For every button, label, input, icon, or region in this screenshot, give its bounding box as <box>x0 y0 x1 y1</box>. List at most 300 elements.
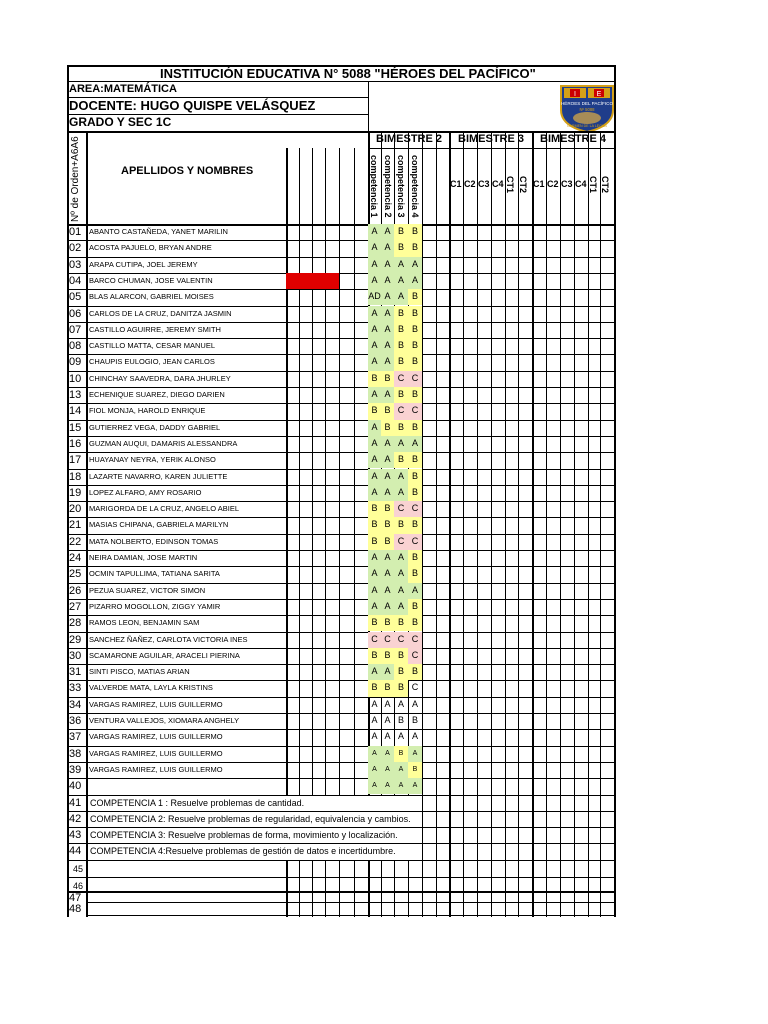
student-name: BARCO CHUMAN, JOSE VALENTIN <box>89 275 213 285</box>
grade-cell: C <box>368 632 381 648</box>
grade-cell: A <box>381 583 394 599</box>
row-number: 48 <box>69 902 82 915</box>
institution-title: INSTITUCIÓN EDUCATIVA N° 5088 "HÉROES DEL PACÍFICO" <box>160 66 536 81</box>
row-number: 14 <box>69 405 82 418</box>
grade-cell: A <box>381 664 394 680</box>
grade-cell: A <box>368 550 381 566</box>
grade-cell: C <box>408 501 422 517</box>
grade-cell: B <box>381 420 394 436</box>
student-name: SANCHEZ ÑAÑEZ, CARLOTA VICTORIA INES <box>89 634 248 644</box>
svg-text:I: I <box>574 91 576 98</box>
row-number: 44 <box>69 845 82 858</box>
grade-cell: A <box>394 599 408 615</box>
c-header-b4-4: C4 <box>575 179 587 189</box>
row-line <box>67 240 614 241</box>
c-header-b4-2: C2 <box>547 179 559 189</box>
area-label: AREA:MATEMÁTICA <box>69 83 177 95</box>
row-number: 29 <box>69 633 82 646</box>
grade-cell: A <box>408 746 422 762</box>
svg-text:HÉROES DEL PACÍFICO: HÉROES DEL PACÍFICO <box>560 101 614 106</box>
c-header-b4-6: CT2 <box>600 176 610 194</box>
grade-cell: A <box>381 257 394 273</box>
student-name: LAZARTE NAVARRO, KAREN JULIETTE <box>89 471 228 481</box>
row-number: 07 <box>69 323 82 336</box>
row-line <box>67 289 614 290</box>
grade-cell: B <box>408 452 422 468</box>
svg-text:CARMEN DE LA LEGUA: CARMEN DE LA LEGUA <box>567 124 607 128</box>
row-number: 03 <box>69 258 82 271</box>
grade-cell: B <box>408 517 422 533</box>
grade-cell: B <box>394 746 408 762</box>
c-header-b3-5: CT1 <box>505 176 515 194</box>
grade-cell: A <box>368 322 381 338</box>
student-name: VARGAS RAMIREZ, LUIS GUILLERMO <box>89 764 223 774</box>
grade-cell: B <box>408 566 422 582</box>
grade-cell: A <box>381 566 394 582</box>
row-number: 43 <box>69 829 82 842</box>
grade-cell: A <box>381 273 394 289</box>
student-name: LOPEZ ALFARO, AMY ROSARIO <box>89 487 202 497</box>
row-number: 41 <box>69 796 82 809</box>
grade-cell: A <box>411 698 418 709</box>
grade-cell: A <box>408 273 422 289</box>
row-number: 26 <box>69 584 82 597</box>
student-name: BLAS ALARCON, GABRIEL MOISES <box>89 292 214 302</box>
row-number: 25 <box>69 568 82 581</box>
grade-cell: B <box>368 501 381 517</box>
row-line <box>67 485 614 486</box>
grade-cell: C <box>394 632 408 648</box>
column-line <box>560 131 561 917</box>
grade-cell: A <box>381 338 394 354</box>
student-name: CASTILLO MATTA, CESAR MANUEL <box>89 341 215 351</box>
row-line <box>67 550 614 551</box>
grade-cell: A <box>368 273 381 289</box>
student-name: NEIRA DAMIAN, JOSE MARTIN <box>89 553 198 562</box>
grade-cell: B <box>394 306 408 322</box>
column-line <box>532 131 534 917</box>
svg-text:E: E <box>596 91 602 98</box>
row-line <box>67 387 614 388</box>
row-number: 08 <box>69 340 82 353</box>
c-header-b3-6: CT2 <box>518 176 528 194</box>
row-number: 31 <box>69 666 82 679</box>
grade-cell: A <box>368 469 381 485</box>
c-header-b4-5: CT1 <box>588 176 598 194</box>
grade-cell: A <box>394 762 408 778</box>
grade-cell: A <box>394 273 408 289</box>
grade-cell: A <box>408 583 422 599</box>
student-name: ACOSTA PAJUELO, BRYAN ANDRE <box>89 243 212 253</box>
grade-cell: B <box>394 648 408 664</box>
student-name: MATA NOLBERTO, EDINSON TOMAS <box>89 536 219 546</box>
grade-cell: AD <box>368 289 381 305</box>
student-name: ARAPA CUTIPA, JOEL JEREMY <box>89 259 198 269</box>
column-line <box>449 131 451 917</box>
student-name: VARGAS RAMIREZ, LUIS GUILLERMO <box>89 748 223 758</box>
row-line <box>67 778 614 779</box>
row-number: 18 <box>69 470 82 483</box>
absence-mark <box>299 273 312 289</box>
row-line <box>67 713 614 714</box>
grade-cell: B <box>394 354 408 370</box>
grade-cell: A <box>381 322 394 338</box>
grade-cell: C <box>408 403 422 419</box>
grade-cell: A <box>411 731 418 742</box>
bimestre3-header: BIMESTRE 3 <box>458 133 525 145</box>
row-number: 36 <box>69 715 82 727</box>
student-name: SINTI PISCO, MATIAS ARIAN <box>89 667 190 677</box>
grade-cell: B <box>394 452 408 468</box>
column-line <box>436 131 437 917</box>
column-line <box>463 131 464 917</box>
grade-cell: B <box>408 354 422 370</box>
column-line <box>588 131 589 917</box>
row-line <box>67 517 614 518</box>
bimestre4-header: BIMESTRE 4 <box>540 133 607 145</box>
row-line <box>67 322 614 323</box>
column-line <box>600 131 601 917</box>
row-line <box>67 615 614 616</box>
row-line <box>67 891 614 893</box>
grade-cell: A <box>394 583 408 599</box>
grade-cell: B <box>408 224 422 240</box>
absence-mark <box>325 273 339 289</box>
grade-cell: A <box>397 731 404 742</box>
grade-cell: B <box>394 517 408 533</box>
row-line <box>67 877 614 878</box>
student-name: GUTIERREZ VEGA, DADDY GABRIEL <box>89 422 221 432</box>
student-name: PIZARRO MOGOLLON, ZIGGY YAMIR <box>89 601 221 611</box>
bimestre-divider <box>532 131 534 148</box>
grade-cell: A <box>368 664 381 680</box>
row-line <box>67 762 614 763</box>
row-number: 33 <box>69 682 82 695</box>
row-number: 47 <box>69 891 82 904</box>
row-number: 04 <box>69 274 82 287</box>
grade-cell: C <box>408 648 422 664</box>
competencia-4-header: competencia 4 <box>410 155 420 218</box>
row-line <box>67 420 614 421</box>
grade-cell: A <box>368 257 381 273</box>
student-name: CHAUPIS EULOGIO, JEAN CARLOS <box>89 357 215 367</box>
student-name: MARIGORDA DE LA CRUZ, ANGELO ABIEL <box>89 504 240 514</box>
grade-cell: B <box>381 517 394 533</box>
grade-cell: A <box>368 599 381 615</box>
grade-cell: A <box>368 354 381 370</box>
grade-cell: A <box>368 387 381 403</box>
column-line <box>574 131 575 917</box>
row-number: 13 <box>69 389 82 401</box>
grade-cell: A <box>381 599 394 615</box>
row-number: 05 <box>69 291 82 304</box>
student-name: SCAMARONE AGUILAR, ARACELI PIERINA <box>89 650 240 660</box>
row-number: 10 <box>69 372 82 385</box>
student-name: PEZUA SUAREZ, VICTOR SIMON <box>89 585 206 595</box>
grade-cell: A <box>368 240 381 256</box>
student-name: CARLOS DE LA CRUZ, DANITZA JASMIN <box>89 308 232 318</box>
competencia-3-header: competencia 3 <box>396 155 406 218</box>
grade-cell: A <box>381 306 394 322</box>
grade-cell: C <box>408 632 422 648</box>
row-number: 39 <box>69 763 82 776</box>
student-name: CASTILLO AGUIRRE, JEREMY SMITH <box>89 324 221 334</box>
row-number: 28 <box>69 617 82 630</box>
grade-cell: A <box>368 452 381 468</box>
grade-cell: A <box>381 240 394 256</box>
grade-cell: B <box>381 371 394 387</box>
student-name: CHINCHAY SAAVEDRA, DARA JHURLEY <box>89 373 231 383</box>
competencia-note: COMPETENCIA 2: Resuelve problemas de regularidad, equivalencia y cambios. <box>90 813 411 824</box>
grade-cell: B <box>408 338 422 354</box>
row-line <box>86 902 614 903</box>
grade-cell: C <box>411 682 419 693</box>
grade-cell: A <box>371 731 378 742</box>
row-line <box>67 436 614 437</box>
row-number: 42 <box>69 812 82 825</box>
row-line <box>86 915 614 916</box>
grade-cell: A <box>381 762 394 778</box>
grade-cell: A <box>408 778 422 794</box>
row-line <box>67 338 614 339</box>
grade-cell: B <box>368 517 381 533</box>
grade-cell: A <box>381 778 394 794</box>
row-number: 21 <box>69 519 82 532</box>
row-line <box>67 403 614 404</box>
bimestre2-header: BIMESTRE 2 <box>376 133 443 145</box>
grade-cell: A <box>384 731 391 742</box>
student-name: VALVERDE MATA, LAYLA KRISTINS <box>89 683 213 693</box>
column-line <box>505 131 506 917</box>
school-logo-icon <box>555 82 619 134</box>
row-line <box>67 860 614 861</box>
grade-cell: A <box>371 715 378 725</box>
student-name: VENTURA VALLEJOS, XIOMARA ANGHELY <box>89 716 240 725</box>
row-line <box>67 729 614 730</box>
competencia-note: COMPETENCIA 3: Resuelve problemas de forma, movimiento y localización. <box>90 830 398 841</box>
grade-cell: C <box>394 501 408 517</box>
student-name: RAMOS LEON, BENJAMIN SAM <box>89 618 200 628</box>
grade-cell: B <box>381 648 394 664</box>
row-number: 40 <box>69 780 82 793</box>
row-number: 24 <box>69 552 82 564</box>
grade-cell: A <box>381 224 394 240</box>
row-line <box>67 648 614 649</box>
grade-cell: A <box>368 746 381 762</box>
c-header-b3-2: C2 <box>464 179 476 189</box>
c-header-b3-1: C1 <box>450 179 462 189</box>
grade-cell: A <box>394 436 408 452</box>
student-name: FIOL MONJA, HAROLD ENRIQUE <box>89 406 206 416</box>
row-line <box>67 371 614 372</box>
student-name: GUZMAN AUQUI, DAMARIS ALESSANDRA <box>89 438 238 448</box>
grade-cell: A <box>381 387 394 403</box>
student-name: ECHENIQUE SUAREZ, DIEGO DARIEN <box>89 390 225 399</box>
grade-cell: A <box>381 452 394 468</box>
row-line <box>67 680 614 681</box>
docente-label: DOCENTE: HUGO QUISPE VELÁSQUEZ <box>69 98 316 113</box>
row-line <box>67 501 614 502</box>
grade-cell: A <box>394 566 408 582</box>
student-name: MASIAS CHIPANA, GABRIELA MARILYN <box>89 520 229 530</box>
competencia-2-header: competencia 2 <box>383 155 393 218</box>
grade-cell: A <box>381 436 394 452</box>
grade-cell: A <box>368 420 381 436</box>
grade-cell: A <box>384 698 391 709</box>
grade-cell: A <box>408 436 422 452</box>
grade-cell: B <box>408 485 422 501</box>
grade-cell: A <box>368 762 381 778</box>
header-bottom-line <box>67 224 614 226</box>
grade-cell: B <box>408 420 422 436</box>
grado-label: GRADO Y SEC 1C <box>69 115 172 129</box>
student-name: HUAYANAY NEYRA, YERIK ALONSO <box>89 455 216 465</box>
row-line <box>67 632 614 633</box>
row-line <box>67 257 614 258</box>
grade-cell: B <box>408 615 422 631</box>
row-line <box>67 273 614 274</box>
row-line <box>67 452 614 453</box>
grade-cell: B <box>408 289 422 305</box>
grade-cell: A <box>394 469 408 485</box>
grade-cell: B <box>368 680 381 696</box>
grade-cell: A <box>384 715 391 725</box>
grade-cell: B <box>394 680 408 696</box>
grade-cell: A <box>368 485 381 501</box>
competencia-note: COMPETENCIA 4:Resuelve problemas de gestión de datos e incertidumbre. <box>90 846 396 857</box>
grade-cell: A <box>381 469 394 485</box>
order-header: Nº de Orden+A6A6 <box>70 136 81 222</box>
grade-cell: B <box>381 403 394 419</box>
competencia-1-header: competencia 1 <box>369 155 379 218</box>
grade-cell: A <box>381 354 394 370</box>
grade-cell: B <box>368 615 381 631</box>
grade-cell: B <box>394 224 408 240</box>
grade-cell: A <box>381 746 394 762</box>
grade-cell: A <box>371 698 378 709</box>
grade-cell: B <box>394 338 408 354</box>
grade-cell: A <box>381 289 394 305</box>
student-name: VARGAS RAMIREZ, LUIS GUILLERMO <box>89 699 223 709</box>
c-header-b3-3: C3 <box>478 179 490 189</box>
svg-text:Nº 5088: Nº 5088 <box>579 107 595 112</box>
row-number: 27 <box>69 600 82 613</box>
column-line <box>491 131 492 917</box>
grade-cell: B <box>408 387 422 403</box>
grade-cell: C <box>394 403 408 419</box>
grade-cell: B <box>368 371 381 387</box>
c-header-b4-3: C3 <box>561 179 573 189</box>
row-number: 38 <box>69 747 82 760</box>
grade-cell: A <box>397 698 404 709</box>
grade-cell: B <box>408 599 422 615</box>
grade-cell: B <box>408 550 422 566</box>
right-border <box>614 65 616 917</box>
grade-cell: B <box>394 420 408 436</box>
row-line <box>67 583 614 584</box>
column-line <box>518 131 519 917</box>
column-line <box>477 131 478 917</box>
grade-cell: A <box>408 257 422 273</box>
grade-cell: C <box>408 534 422 550</box>
grade-cell: B <box>408 240 422 256</box>
row-number: 15 <box>69 421 82 434</box>
grade-cell: A <box>368 306 381 322</box>
row-number: 16 <box>69 437 82 450</box>
row-number: 09 <box>69 356 82 369</box>
grade-cell: B <box>394 240 408 256</box>
grade-cell: C <box>381 632 394 648</box>
grade-cell: B <box>411 715 418 725</box>
row-line <box>67 306 614 307</box>
c-header-b4-1: C1 <box>533 179 545 189</box>
names-header: APELLIDOS Y NOMBRES <box>121 165 254 177</box>
grade-cell: A <box>368 566 381 582</box>
row-number: 30 <box>69 649 82 662</box>
grade-cell: B <box>394 387 408 403</box>
row-line <box>67 534 614 535</box>
grade-cell: A <box>368 224 381 240</box>
column-line <box>546 131 547 917</box>
grade-cell: A <box>394 257 408 273</box>
grade-cell: A <box>394 778 408 794</box>
grade-cell: C <box>394 534 408 550</box>
row-number: 01 <box>69 226 82 238</box>
grade-cell: A <box>368 778 381 794</box>
grade-cell: A <box>394 289 408 305</box>
grade-cell: B <box>381 534 394 550</box>
absence-mark <box>312 273 325 289</box>
grade-cell: C <box>408 371 422 387</box>
grade-cell: B <box>381 501 394 517</box>
grade-cell: B <box>408 469 422 485</box>
grade-cell: B <box>368 534 381 550</box>
row-line <box>67 469 614 470</box>
grade-cell: B <box>394 615 408 631</box>
row-line <box>67 599 614 600</box>
row-line <box>67 664 614 665</box>
grade-cell: B <box>408 664 422 680</box>
grade-cell: B <box>397 715 404 725</box>
grade-cell: B <box>394 322 408 338</box>
competencia-note: COMPETENCIA 1 : Resuelve problemas de cantidad. <box>90 797 305 808</box>
grade-cell: B <box>381 680 394 696</box>
grade-cell: B <box>408 306 422 322</box>
row-number: 37 <box>69 731 82 744</box>
grade-cell: A <box>368 583 381 599</box>
grade-cell: C <box>394 371 408 387</box>
row-line <box>67 354 614 355</box>
row-number: 45 <box>73 863 84 874</box>
row-line <box>67 566 614 567</box>
row-number: 22 <box>69 535 82 548</box>
row-number: 02 <box>69 242 82 255</box>
grade-cell: A <box>381 485 394 501</box>
row-number: 46 <box>73 880 84 891</box>
grade-cell: A <box>368 436 381 452</box>
grade-cell: A <box>368 338 381 354</box>
row-number: 06 <box>69 307 82 320</box>
row-line <box>67 697 614 698</box>
grade-cell: B <box>368 403 381 419</box>
row-number: 20 <box>69 503 82 516</box>
grade-cell: B <box>394 664 408 680</box>
student-name: ABANTO CASTAÑEDA, YANET MARILIN <box>89 227 228 236</box>
row-number: 19 <box>69 486 82 499</box>
row-line <box>67 746 614 747</box>
grade-cell: B <box>368 648 381 664</box>
grade-cell: B <box>408 322 422 338</box>
